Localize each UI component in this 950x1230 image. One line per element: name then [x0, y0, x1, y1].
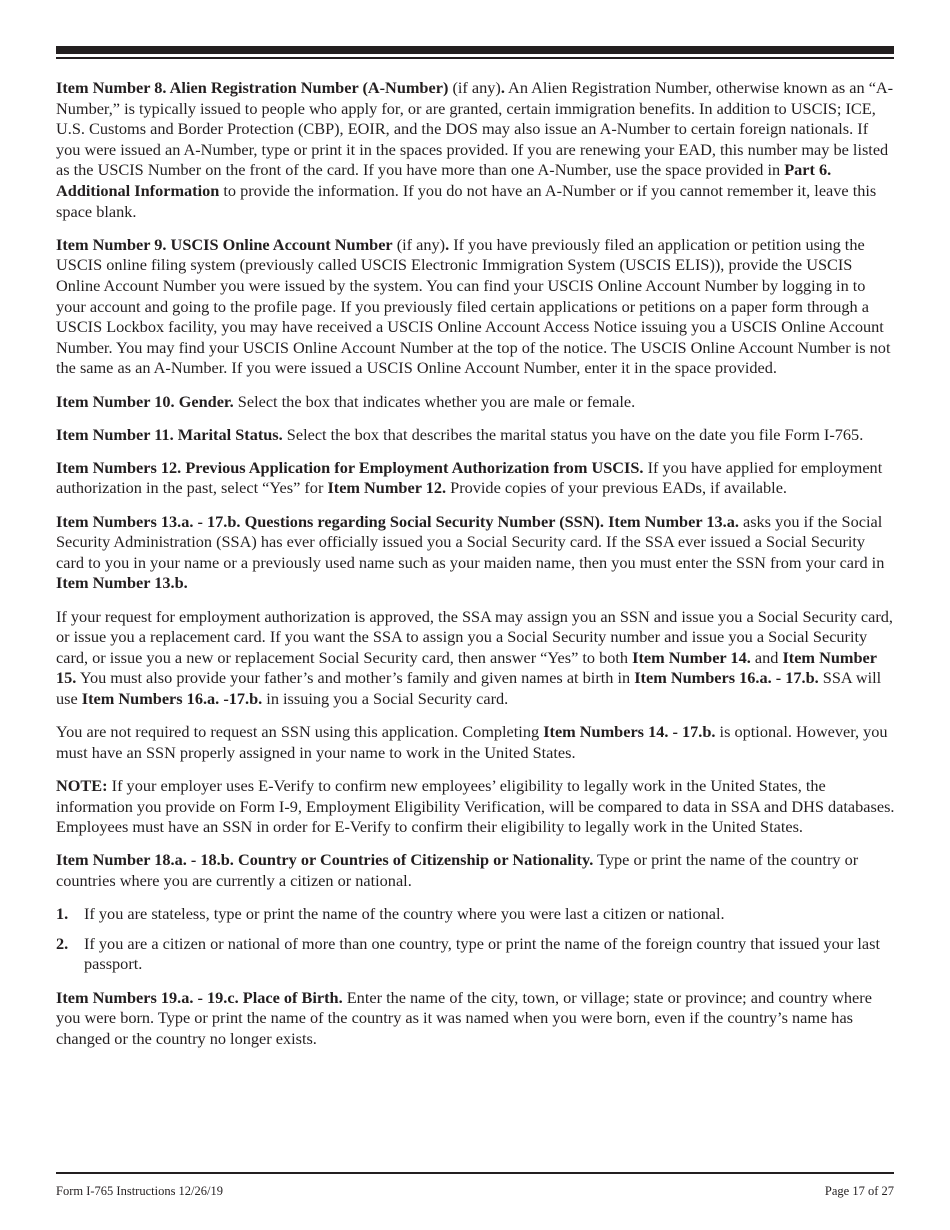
item-8-qualifier-tail: .: [500, 78, 505, 97]
list-item-text: If you are stateless, type or print the name of the country where you were last a citizen or national.: [84, 904, 725, 924]
ssn-request-and: and: [750, 647, 783, 667]
item-9-paragraph: [56, 235, 896, 379]
ssn-request-paragraph: [56, 607, 896, 710]
item-9-qualifier: (if any): [392, 234, 446, 254]
item-12-body-2: Provide copies of your previous EADs, if available.: [446, 478, 787, 498]
item-11-body: Select the box that describes the marital status you have on the date you file Form I-765.: [282, 424, 864, 444]
footer-form-id: Form I-765 Instructions 12/26/19: [56, 1184, 224, 1198]
note-label: NOTE:: [56, 775, 108, 795]
ssn-request-ref-4: Item Numbers 16.a. -17.b.: [81, 689, 263, 708]
item-19-paragraph: [56, 988, 896, 1050]
item-8-body-2: to provide the information. If you do not have an A-Number or if you cannot remember it, leave this space blank.: [56, 180, 877, 221]
item-13-title: Item Numbers 13.a. - 17.b. Questions regarding Social Security Number (SSN).: [56, 511, 604, 531]
item-13-ref-2: Item Number 13.b.: [56, 573, 188, 593]
document-body: [56, 78, 896, 1062]
item-11-title: Item Number 11. Marital Status.: [56, 424, 283, 444]
item-12-ref: Item Number 12.: [327, 478, 447, 498]
item-18-body: Type or print the name of the country or countries where you are currently a citizen or national.: [56, 850, 859, 890]
item-8-body-1: An Alien Registration Number, otherwise known as an “A-Number,” is typically issued to people who apply for, or are granted, certain immigration benefits. In addition to USCIS; ICE, U.S. Customs and Border Protection (CBP), EOIR, and the DOS may also issue an A-Number to certain foreign nationals. If you were issued an A-Number, type or print it in the spaces provided. If you are renewing your EAD, this number may be listed as the USCIS Number on the front of the card. If you have more than one A-Number, use the space provided in: [56, 78, 894, 180]
item-8-qualifier: (if any): [448, 78, 501, 97]
ssn-optional-body-1: You are not required to request an SSN using this application. Completing: [56, 722, 544, 742]
item-9-title: Item Number 9. USCIS Online Account Number: [56, 234, 393, 254]
item-13-ref-1: Item Number 13.a.: [608, 511, 739, 531]
item-18-list: [56, 904, 896, 975]
note-paragraph: [56, 776, 896, 838]
item-8-ref: Part 6. Additional Information: [56, 160, 832, 200]
list-item-text: If you are a citizen or national of more than one country, type or print the name of the foreign country that issued your last passport.: [84, 933, 881, 974]
ssn-optional-paragraph: [56, 722, 896, 763]
page-footer: [56, 1184, 894, 1199]
ssn-request-ref-3: Item Numbers 16.a. - 17.b.: [634, 668, 819, 688]
ssn-request-body-3: SSA will use: [56, 668, 882, 708]
footer-page-number: Page 17 of 27: [824, 1184, 894, 1198]
list-item-number: 1.: [56, 904, 69, 924]
item-12-body-1: If you have applied for employment authorization in the past, select “Yes” for: [56, 457, 883, 498]
header-rule-thin: [56, 57, 894, 59]
item-9-body: If you have previously filed an application or petition using the USCIS online filing system (previously called USCIS Electronic Immigration System (USCIS ELIS)), provide the USCIS Online Account Number you were issued by the system. You can find your USCIS Online Account Number by logging in to your account and going to the profile page. If you previously filed certain applications or petitions on a paper form through a USCIS Lockbox facility, you may have received a USCIS Online Account Access Notice issuing you a USCIS Online Account Number. You may find your USCIS Online Account Number at the top of the notice. The USCIS Online Account Number is not the same as an A-Number. If you were issued a USCIS Online Account Number, enter it in the space provided.: [56, 234, 891, 378]
item-10-body: Select the box that indicates whether you are male or female.: [233, 391, 636, 411]
list-item: [56, 934, 896, 975]
item-19-title: Item Numbers 19.a. - 19.c. Place of Birth.: [56, 987, 343, 1007]
item-13-body-1: asks you if the Social Security Administration (SSA) has ever officially issued you a Social Security card. If the SSA ever issued a Social Security card to you in your name or a previously used name such as your maiden name, then you must enter the SSN from your card in: [56, 511, 885, 572]
ssn-request-body-2: You must also provide your father’s and mother’s family and given names at birth in: [76, 668, 635, 688]
list-item-number: 2.: [56, 933, 69, 953]
item-18-paragraph: [56, 850, 896, 891]
item-19-body: Enter the name of the city, town, or village; state or province; and country where you were born. Type or print the name of the country as it was named when you were born, even if the country’s name has changed or the country no longer exists.: [56, 987, 872, 1048]
item-12-title: Item Numbers 12. Previous Application for Employment Authorization from USCIS.: [56, 457, 644, 477]
ssn-optional-ref: Item Numbers 14. - 17.b.: [543, 722, 716, 742]
ssn-request-body-4: in issuing you a Social Security card.: [262, 689, 509, 708]
header-rule-thick: [56, 46, 894, 54]
ssn-request-ref-1: Item Number 14.: [632, 647, 751, 667]
item-11-paragraph: [56, 425, 896, 446]
ssn-request-body-1: If your request for employment authorization is approved, the SSA may assign you an SSN and issue you a Social Security card, or issue you a replacement card. If you want the SSA to assign you a Social Security number and issue you a Social Security card, or issue you a new or replacement Social Security card, then answer “Yes” to both: [56, 606, 893, 667]
ssn-request-ref-2: Item Number 15.: [56, 647, 877, 688]
item-12-paragraph: [56, 458, 896, 499]
list-item: [56, 904, 896, 925]
item-13-paragraph: [56, 512, 896, 594]
item-8-paragraph: [56, 78, 896, 222]
item-18-title: Item Number 18.a. - 18.b. Country or Countries of Citizenship or Nationality.: [56, 850, 594, 870]
item-8-title: Item Number 8. Alien Registration Number (A-Number): [56, 78, 449, 97]
note-body: If your employer uses E-Verify to confirm new employees’ eligibility to legally work in the United States, the information you provide on Form I-9, Employment Eligibility Verification, will be compared to data in SSA and DHS databases. Employees must have an SSN in order for E-Verify to confirm their eligibility to legally work in the United States.: [56, 775, 895, 837]
item-10-paragraph: [56, 392, 896, 413]
item-10-title: Item Number 10. Gender.: [56, 391, 234, 411]
ssn-optional-body-2: is optional. However, you must have an SSN properly assigned in your name to work in the United States.: [56, 722, 888, 762]
item-9-qualifier-tail: .: [445, 234, 450, 254]
footer-rule: [56, 1172, 894, 1174]
